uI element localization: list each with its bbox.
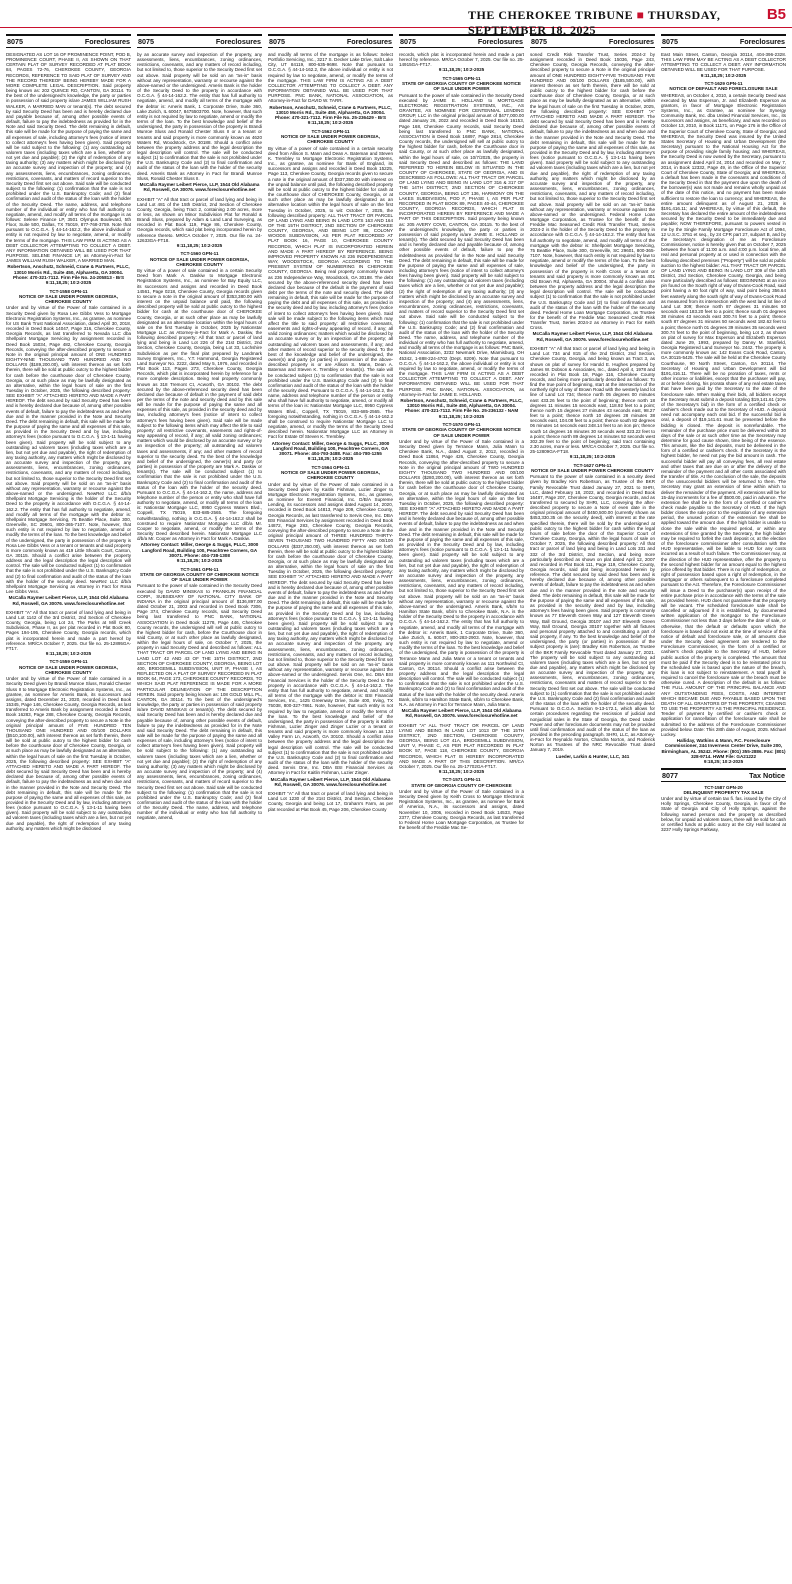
notice-body: Under and by virtue of the Power of Sale contained in a Security Deed given by Rosa Lee Gibbs Vess to Mortgage Electronic Registration Systems, Inc., as grantee, as nominee for US Bank Trust National Association, dated April 30, 2018, recorded in Deed Book 14047, Page 316, Cherokee County, Georgia Records, as last transferred to Nevada LLC dba Shellpoint Mortgage Servicing by assignment recorded in Deed Book 15034, Page 482, Cherokee County, Georgia Records, conveying the after-described property to secure a Note in the original principal amount of ONE HUNDRED EIGHTY-NINE THOUSAND TWO HUNDRED AND NO DOLLARS ($189,200.00), with interest thereon as set forth therein, there will be sold at public outcry to the highest bidder for cash before the courthouse door of Cherokee County, Georgia, or at such place as may be lawfully designated as an alternative, within the legal hours of sale on the first Tuesday in October, 2025, the following described property: SEE EXHIBIT "A" ATTACHED HERETO AND MADE A PART HEREOF. The debt secured by said Security Deed has been and is hereby declared due because of, among other possible events of default, failure to pay the indebtedness as and when due and in the manner provided in the Note and Security Deed. The debt remaining in default, this sale will be made for the purpose of paying the same and all expenses of this sale, as provided in the Security Deed and by law, including attorney's fees (notice pursuant to O.C.G.A. § 13-1-11 having been given). Said property will be sold subject to any outstanding ad valorem taxes (including taxes which are a lien, but not yet due and payable), the right of redemption of any taxing authority, any matters which might be disclosed by an accurate survey and inspection of the property, any assessments, liens, encumbrances, zoning ordinances, restrictions, covenants, and any matters of record including, but not limited to, those superior to the Security Deed first set out above. Said property will be sold on an "as-is" basis without any representation, warranty or recourse against the above-named or the undersigned. NewRez LLC d/b/a Shellpoint Mortgage Servicing is the holder of the Security Deed to the property in accordance with O.C.G.A. § 44-14-162.2. The entity that has full authority to negotiate, amend, and modify all terms of the mortgage with the debtor is: Shellpoint Mortgage Servicing, 75 Beattie Place, Suite 300, Greenville, SC 29601, 800-365-7107. Note, however, that such entity is not required by law to negotiate, amend or modify the terms of the loan. To the best knowledge and belief of the undersigned, the party in possession of the property is Rosa Lee Gibbs Vess or a tenant or tenants and said property is more commonly known as 419 Little Shoals Court, Canton, GA 30115. Should a conflict arise between the property address and the legal description the legal description will control. The sale will be conducted subject (1) to confirmation that the sale is not prohibited under the U.S. Bankruptcy Code and (2) to final confirmation and audit of the status of the loan with the holder of the security deed. NewRez LLC d/b/a Shellpoint Mortgage Servicing as Attorney in Fact for Rosa Lee Gibbs Vess. [6,305,131,595]
notice-title: STATE OF GEORGIA COUNTY OF CHEROKEE [411,782,512,788]
notice-reference: TCT-1558 GPN-11 [49,288,88,294]
notice-body: By virtue of a power of sale contained in a certain security deed from Allison S. Mann and Dean A. Bateman and Steven K. Trembley to Mortgage Electronic Registration Systems, Inc., as grantee, as nominee for Bank of England, its successors and assigns and recorded in Deed Book 15225, Page 113, Cherokee County, Georgia records given to secure a note in the original amount of $337,350.00 with interest on the unpaid balance until paid, the following described property will be sold at public outcry to the highest bidder for cash at the courthouse door of CHEROKEE County, Georgia, or at such other place as may be lawfully designated as an alternative location within the legal hours of sale on the first Tuesday in October, 2025, to wit: October 7, 2025, the following described property: ALL THAT TRACT OR PARCEL OF LAND LYING AND BEING IN LAND LOTS 163 AND 164 OF THE 15TH DISTRICT, 2ND SECTION OF CHEROKEE COUNTY, GEORGIA, AND BEING LOT 88, COLONY WOODS SUBDIVISION, AS PER PLAT RECORDED AT PLAT BOOK 16, PAGE 10, CHEROKEE COUNTY RECORDS, WHICH PLAT IS INCORPORATED HEREIN AND MADE A PART HEREOF BY REFERENCE. BEING IMPROVED PROPERTY KNOWN AS 236 INDEPENDENCE WAY, WOODSTOCK, GEORGIA ACCORDING TO THE PRESENT SYSTEM OF NUMBERING IN CHEROKEE COUNTY, GEORGIA. Being real property commonly known as 236 Independence Way, Woodstock, GA 30188. The debt secured by the above-referenced security deed has been declared due because of the default in the payment of said debt per the terms of the note and security deed. The debt remaining in default, this sale will be made for the purpose of paying the debt and all expenses of this sale, as provided in the security deed and by law, including attorney's fees (notice of intent to collect attorney's fees having been given). Said sale will be made subject to the following items which may affect the title to said property: all restrictive covenants, easements and rights-of-way appearing of record, if any; all valid zoning ordinances; matters which would be disclosed by an accurate survey or by an inspection of the property; all outstanding ad valorem taxes and assessments, if any; and other matters of record superior to the security deed. To the best of the knowledge and belief of the undersigned, the owner(s) and party (or parties) in possession of the above-described property is or are Allison S. Mann, Dean A. Bateman and Steven K. Trembley or tenant(s). The sale will be conducted subject (1) to confirmation that the sale is not prohibited under the U.S. Bankruptcy Code and (2) to final confirmation and audit of the status of the loan with the holder of the security deed. Pursuant to O.C.G.A. § 44-14-162.2, the name, address and telephone number of the person or entity who shall have full authority to negotiate, amend, or modify all terms of the loan is: Nationstar Mortgage LLC, 8950 Cypress Waters Blvd., Coppell, TX 75019, 833-685-2565. The foregoing notwithstanding, nothing in O.C.G.A. § 44-14-162.2 shall be construed to require Nationstar Mortgage LLC to negotiate, amend, or modify the terms of the Security Deed described herein. Nationstar Mortgage LLC as Attorney in Fact for Estate Of Steven K. Trembley. [268,145,393,440]
notice-title: NOTICE OF SALE UNDER POWER GEORGIA, CHEROKEE COUNTY [149,256,250,267]
notice-signature: McCalla Raymer Leibert Pierce, LLP, 1544 Old Alabama Rd, Roswell, GA 30076. www.foreclosurehotline.net [8,595,129,606]
category-header [268,34,393,48]
notice-columns [6,34,786,1580]
publication-dates: 9:11,18,25; 10:2-2025 [438,413,485,419]
newspaper-name: THE CHEROKEE TRIBUNE [468,8,634,22]
notice-signature: Lueder, Larkin & Hunter, LLC, 341 [555,753,630,759]
notice-body: Under and by virtue of the Power of Sale contained in a Security Deed given by Brandi Munroe Sluss, Ronald Chester Sluss II to Mortgage Electronic Registration Systems, Inc., as grantee, as nominee for Ameris Bank, its successors and assigns, dated December 21, 2020, recorded in Deed Book 15345, Page 146, Cherokee County, Georgia Records, as last transferred to Ameris Bank by assignment recorded in Deed Book 16283, Page 288, Cherokee County, Georgia Records, conveying the after-described property to secure a Note in the original principal amount of FIVE HUNDRED TEN THOUSAND ONE HUNDRED AND 00/100 DOLLARS ($510,100.00), with interest thereon as set forth therein, there will be sold at public outcry to the highest bidder for cash before the courthouse door of Cherokee County, Georgia, or at such place as may be lawfully designated as an alternative, within the legal hours of sale on the first Tuesday in October, 2025, the following described property: SEE EXHIBIT "A" ATTACHED HERETO AND MADE A PART HEREOF. The debt secured by said Security Deed has been and is hereby declared due because of, among other possible events of default, failure to pay the indebtedness as and when due and in the manner provided in the Note and Security Deed. The debt remaining in default, this sale will be made for the purpose of paying the same and all expenses of this sale, as provided in the Security Deed and by law, including attorney's fees (notice pursuant to O.C.G.A. § 13-1-11 having been given). Said property will be sold subject to any outstanding ad valorem taxes (including taxes which are a lien, but not yet due and payable), the right of redemption of any taxing authority, any matters which might be disclosed [6,676,131,831]
publication-dates: 9:11,18,25; 10:2-2025 [700,72,747,78]
legal-notice [268,129,393,462]
publication-dates: 9:11,18,25; 10:2-2025 [176,242,223,248]
notice-reference: TCT-1587 GPN-20 [704,784,743,790]
notice-reference: TCT-1627 GPN-11 [573,462,612,468]
notice-signature: Robertson, Anschutz, Schneid, Crane & Partners, PLLC, 13010 Morris Rd., Suite 450, Alpharetta, GA 30004. Phone: 470-321-7112. Firm File No. 24-205813 - BrS [7,264,130,280]
notice-body: Pursuant to the power of sale contained in the Security Deed executed by JAIME E. HOLLAND to MORTGAGE ELECTRONIC REGISTRATION SYSTEMS, INC., AS GRANTEE, AS NOMINEE FOR CENTENNIAL LENDING GROUP, LLC in the original principal amount of $477,000.00 dated January 26, 2022 and recorded in Deed Book 16153, Page 168, Cherokee County records, said Security Deed being last transferred to PNC BANK, NATIONAL ASSOCIATION in Deed Book 16897, Page 2814, Cherokee County records, the undersigned will sell at public outcry to the highest bidder for cash, before the Courthouse door in said County, or at such other place as lawfully designated, within the legal hours of sale, on 10/7/2025, the property in said Security Deed and described as follows: THE LAND REFERRED TO HEREIN BELOW IS SITUATED IN THE COUNTY OF CHEROKEE, STATE OF GEORGIA, AND IS DESCRIBED AS FOLLOWS: ALL THAT TRACT OR PARCEL OF LAND LYING AND BEING IN LAND LOT 316 & 317 OF THE 14TH DISTRICT, 2ND SECTION OF CHEROKEE COUNTY, GEORGIA, BEING LOT 136, HARMONY ON THE LAKES SUBDIVISION, POD F, PHASE I, AS PER PLAT RECORDED IN PLAT BOOK 89, PAGES 40-44, CHEROKEE COUNTY, GEORGIA RECORDS, WHICH PLAT IS INCORPORATED HEREIN BY REFERENCE AND MADE A PART OF THIS DESCRIPTION. Said property being known as: 205 AVERY COVE, CANTON, GA 30115. To the best of the undersigned's knowledge, the party or parties in possession of said property is/are JAIME E. HOLLAND or tenant(s). The debt secured by said Security Deed has been and is hereby declared due and payable because of, among other possible events of default, failure to pay the indebtedness as provided for in the Note and said Security Deed. The debt remaining in default, this sale will be made for the purpose of paying the same and all expenses of sale, including attorney's fees (notice of intent to collect attorney's fees having been given). Said property will be sold subject to the following: (1) any outstanding ad valorem taxes (including taxes which are a lien, whether or not yet due and payable); (2) the right of redemption of any taxing authority; (3) any matters which might be disclosed by an accurate survey and inspection of the property; and (4) any assessments, liens, encumbrances, zoning ordinances, restrictions, covenants, and matters of record superior to the Security Deed first set out above. Said sale will be conducted subject to the following: (1) confirmation that the sale is not prohibited under the U.S. Bankruptcy Code; and (2) final confirmation and audit of the status of the loan with the holder of the Security Deed. The name, address, and telephone number of the individual or entity who has full authority to negotiate, amend, and modify all terms of the mortgage is as follows: PNC Bank, National Association, 3232 Newmark Drive, Miamisburg, OH 45342, 1-888-224-4702 (Dept. 8209). Note that pursuant to O.C.G.A. § 44-14-162.2, the above individual or entity is not required by law to negotiate, amend, or modify the terms of the mortgage. THIS LAW FIRM IS ACTING AS A DEBT COLLECTOR ATTEMPTING TO COLLECT A DEBT. ANY INFORMATION OBTAINED WILL BE USED FOR THAT PURPOSE. PNC BANK, NATIONAL ASSOCIATION, as Attorney-in-Fact for JAIME E. HOLLAND. [399,92,524,397]
notice-reference: TCT-1571 GPN-11 [442,777,481,783]
legal-notice [137,51,262,193]
notice-body: and modify all terms of the mortgage is as follows: Select Portfolio Servicing, Inc., 3217 S. Decker Lake Drive, Salt Lake City, UT 84119, 800-635-9698. Note that pursuant to O.C.G.A. § 44-14-162.2, the above individual or entity is not required by law to negotiate, amend, or modify the terms of the mortgage. THIS LAW FIRM IS ACTING AS A DEBT COLLECTOR ATTEMPTING TO COLLECT A DEBT. ANY INFORMATION OBTAINED WILL BE USED FOR THAT PURPOSE. PNC BANK, NATIONAL ASSOCIATION, as Attorney-in-Fact for DAVID W. TARR. [268,52,393,104]
category-name: Foreclosures [477,37,523,46]
notice-title: NOTICE OF SALE UNDER POWER GEORGIA, CHEROKEE COUNTY [280,134,381,145]
category-name: Foreclosures [215,37,261,46]
notice-reference: TCT-1565 GPN-11 [442,75,481,81]
notice-body: EXHIBIT "A" All that tract or parcel of land lying and being in Land Lot 481 of the 15th District, 2nd Section of Cherokee County, Georgia, being Tract 2, containing 2.00 acres, more or less, as shown on Minor Subdivision Plat for Ronald & Brandi Sluss, prepared by Adam & Land Land Surveying, as recorded in Plat Book 119, Page 86, Cherokee County, Georgia records, which said plat being incorporated herein by reference thereto. MR/CA October 7, 2025. Our file no. 24-12633GA-FT18. [137,196,262,243]
legal-notice [399,76,524,419]
category-code: 8075 [400,37,416,46]
legal-notice [399,777,524,830]
notice-signature: McCalla Raymer Leibert Pierce, LLP, 1544 Old Alabama Rd, Roswell, GA 30076. www.foreclosurehotline.net [532,331,653,342]
legal-notice [530,51,655,342]
notice-column [6,34,131,1580]
notice-body: East Main Street, Canton, Georgia 30114, 404-396-2328. THIS LAW FIRM MAY BE ACTING AS A DEBT COLLECTOR ATTEMPTING TO COLLECT A DEBT. ANY INFORMATION OBTAINED WILL BE USED FOR THAT PURPOSE. [661,52,786,73]
notice-body: DESIGNATED AS LOT 16 OF PROMINENCE POINT, POD B, PROMINENCE COURT, PHASE II, AS SHOWN ON THAT CERTAIN PLAT OF SURVEY RECORDED AT PLAT BOOK 84, PAGES 72-76, CHEROKEE COUNTY, GEORGIA RECORDS, REFERENCE TO SAID PLAT OF SURVEY AND THE RECORD THEREOF BEING HEREBY MADE FOR A MORE COMPLETE LEGAL DESCRIPTION. Said property being known as: 202 QUINCE RD, CANTON, GA 30114. To the best of the undersigned's knowledge, the party or parties in possession of said property is/are JAMES WILLIAM RUSH WALKER, A MARRIED MAN or tenant(s). The debt secured by said Security Deed has been and is hereby declared due and payable because of, among other possible events of default, failure to pay the indebtedness as provided for in the Note and said Security Deed. The debt remaining in default, this sale will be made for the purpose of paying the same and all expenses of sale, including attorney's fees (notice of intent to collect attorney's fees having been given). Said property will be sold subject to the following: (1) any outstanding ad valorem taxes (including taxes which are a lien, whether or not yet due and payable); (2) the right of redemption of any taxing authority; (3) any matters which might be disclosed by an accurate survey and inspection of the property; and (4) any assessments, liens, encumbrances, zoning ordinances, restrictions, covenants, and matters of record superior to the Security Deed first set out above. Said sale will be conducted subject to the following: (1) confirmation that the sale is not prohibited under the U.S. Bankruptcy Code; and (2) final confirmation and audit of the status of the loan with the holder of the Security Deed. The name, address, and telephone number of the individual or entity who has full authority to negotiate, amend, and modify all terms of the mortgage is as follows: Selene Finance LP, 3501 Olympus Boulevard, 5th Floor, Suite 500, Dallas, TX 75019, 877-768-3759. Note that pursuant to O.C.G.A. § 44-14-162.2, the above individual or entity is not required by law to negotiate, amend, or modify the terms of the mortgage. THIS LAW FIRM IS ACTING AS A DEBT COLLECTOR ATTEMPTING TO COLLECT A DEBT. ANY INFORMATION OBTAINED WILL BE USED FOR THAT PURPOSE. SELENE FINANCE LP, as Attorney-in-Fact for JAMES WILLIAM RUSH WALKER, A MARRIED MAN. [6,52,131,264]
category-name: Foreclosures [608,37,654,46]
publication-dates: 9:11,18,25; 10:2-2025 [307,456,354,462]
legal-notice [268,465,393,787]
page-number: B5 [766,6,786,23]
notice-title: NOTICE OF SALE UNDER POWER CHEROKEE COUNTY [531,467,654,473]
category-code: 8075 [531,37,547,46]
notice-body: EXHIBIT "A" All that tract or parcel of land lying and being in Land Lot 1230 of the 21st District, 2nd Section, Cherokee County, Georgia and being Lot 17, Graham's Farm, as per plat recorded at Plat Book 45, Page 206, Cherokee County [268,791,393,812]
notice-reference: TCT-1560 GPN-11 [180,251,219,257]
notice-body: Pursuant to the power of sale contained in the Security Deed executed by DAVID MINSKAS to FRANKLIN FINANCIAL CORP., SUBSIDIARY OF NATIONAL CITY BANK OF INDIANA in the original principal amount of $136,897.00 dated October 21, 2003 and recorded in Deed Book 7306, Page 374, Cherokee County records, said Security Deed being last transferred to PNC BANK, NATIONAL ASSOCIATION in Deed Book 11278, Page 446, Cherokee County records, the undersigned will sell at public outcry to the highest bidder for cash, before the Courthouse door in said County, or at such other place as lawfully designated, within the legal hours of sale, on October 7, 2025, the property in said Security Deed and described as follows: ALL THAT TRACT OR PARCEL OF LAND LYING AND BEING IN LAND LOT 42 AND 43 OF THE 15TH DISTRICT, 2ND SECTION OF CHEROKEE COUNTY, GEORGIA, BEING LOT 400, BRIDGEMILL SUBDIVISION, UNIT IF, PHASE I, AS REFLECTED ON A PLAT OF SURVEY RECORDED IN PLAT BOOK 64, PAGE 173, CHEROKEE COUNTY RECORDS, TO WHICH SAID PLAT REFERENCE IS MADE FOR A MORE PARTICULAR DELINEATION OF THE DESCRIPTION HEREIN. Said property being known as: 108 GOLD MILL PL, CANTON, GA 30114. To the best of the undersigned's knowledge, the party or parties in possession of said property is/are DAVID MINSKAS or tenant(s). The debt secured by said Security Deed has been and is hereby declared due and payable because of, among other possible events of default, failure to pay the indebtedness as provided for in the Note and said Security Deed. The debt remaining in default, this sale will be made for the purpose of paying the same and all expenses of sale, including attorney's fees (notice of intent to collect attorney's fees having been given). Said property will be sold subject to the following: (1) any outstanding ad valorem taxes (including taxes which are a lien, whether or not yet due and payable); (2) the right of redemption of any taxing authority; (3) any matters which might be disclosed by an accurate survey and inspection of the property; and (4) any assessments, liens, encumbrances, zoning ordinances, restrictions, covenants, and matters of record superior to the Security Deed first set out above. Said sale will be conducted subject to the following: (1) confirmation that the sale is not prohibited under the U.S. Bankruptcy Code; and (2) final confirmation and audit of the status of the loan with the holder of the Security Deed. The name, address, and telephone number of the individual or entity who has full authority to negotiate, amend, [137,583,262,821]
publication-dates: 9:11,18,25; 10:2-2025 [45,651,92,657]
notice-reference: TCT-1559 GPN-11 [49,659,88,665]
legal-notice [6,609,131,657]
notice-signature: Attorney Contact: Miller, George & Suggs, PLLC, 3000 Langford Road, Building 100, Peachtree Corners, GA 30071. Phone: 404-793-3488. Fax: 404-780-1255 [271,440,390,457]
notice-body: By virtue of a power of sale contained in a certain Security Deed from Mark A. Daskiw to Mortgage Electronic Registration Systems, Inc., as nominee for Bay Equity LLC, its successors and assigns and recorded in Deed Book 14561, Page 0218, Cherokee County, Georgia records given to secure a note in the original amount of $353,380.00 with interest on the unpaid balance until paid, the following described property will be sold at public outcry to the highest bidder for cash at the courthouse door of CHEROKEE County, Georgia, or at such other place as may be lawfully designated as an alternative location within the legal hours of sale on the first Tuesday in October, 2025 by Nationstar Mortgage LLC as Attorney-in-Fact for Mark A. Daskiw, the following described property: All that tract or parcel of land lying and being in Land Lot 226 of the 21st District, 2nd Section, Cherokee County, Georgia, being Lot 33, Lochshire Subdivision as per the final plat prepared by Landmark Survey Engineers, Inc., Y.T. Hammond, Georgia Registered Land Surveyor No. 2222, dated May 5, 1976, and recorded in Plat Book 113, Pages 273, Cherokee County, Georgia Records, which plat is incorporated herein by reference for a more complete description. Being real property commonly known as 318 Tremont Ct, Acworth, GA 30102. The debt secured by the above-referenced security deed has been declared due because of default in the payment of said debt per the terms of the note and security deed and by this sale will be made for the purpose of paying the same and all expenses of this sale, as provided in the security deed and by law, including attorney's fees (notice of intent to collect attorney's fees having been given). Said sale will be made subject to the following items which may affect the title to said property: all restrictive covenants, easements and rights-of-way appearing of record, if any; all valid zoning ordinances; matters which would be disclosed by an accurate survey or by an inspection of the property; all outstanding ad valorem taxes and assessments, if any; and other matters of record superior to the security deed. To the best of the knowledge and belief of the undersigned, the owner(s) and party (or parties) in possession of the property are Mark A. Daskiw or tenant(s). The sale will be conducted subject (1) to confirmation that the sale is not prohibited under the U.S. Bankruptcy Code and (2) to final confirmation and audit of the status of the loan with the holder of the security deed. Pursuant to O.C.G.A. § 44-14-162.2, the name, address and telephone number of the person or entity who shall have full authority to negotiate, amend, or modify all terms of the loan is: Nationstar Mortgage LLC, 8950 Cypress Waters Blvd., Coppell, TX 75019, 833-685-2565. The foregoing notwithstanding, nothing in O.C.G.A. § 44-14-162.2 shall be construed to require Nationstar Mortgage LLC d/b/a Mr. Cooper to negotiate, amend, or modify the terms of the Security Deed described herein. Nationstar Mortgage LLC d/b/a Mr. Cooper as Attorney in Fact for Mark A. Daskiw. [137,268,262,542]
category-code: 8075 [138,37,154,46]
publication-dates: 9:11,18,25; 10:2-2025 [438,769,485,775]
notice-body: Under and by virtue of the Power of Sale contained in a Security Deed given by Terrance Mann, Julia Mann to Cherokee Bank, N.A., dated August 2, 2012, recorded in Deed Book 11864, Page 426, Cherokee County, Georgia Records, conveying the after-described property to secure a Note in the original principal amount of TWO HUNDRED EIGHTY THOUSAND TWO HUNDRED AND 00/100 DOLLARS ($280,200.00), with interest thereon as set forth therein, there will be sold at public outcry to the highest bidder for cash before the courthouse door of Cherokee County, Georgia, or at such place as may be lawfully designated as an alternative, within the legal hours of sale on the first Tuesday in October, 2025, the following described property: SEE EXHIBIT "A" ATTACHED HERETO AND MADE A PART HEREOF. The debt secured by said Security Deed has been and is hereby declared due because of, among other possible events of default, failure to pay the indebtedness as and when due and in the manner provided in the Note and Security Deed. The debt remaining in default, this sale will be made for the purpose of paying the same and all expenses of this sale, as provided in the Security Deed and by law, including attorney's fees (notice pursuant to O.C.G.A. § 13-1-11 having been given). Said property will be sold subject to any outstanding ad valorem taxes (including taxes which are a lien, but not yet due and payable), the right of redemption of any taxing authority, any matters which might be disclosed by an accurate survey and inspection of the property, any assessments, liens, encumbrances, zoning ordinances, restrictions, covenants, and any matters of record including, but not limited to, those superior to the Security Deed first set out above. Said property will be sold on an "as-is" basis without any representation, warranty or recourse against the above-named or the undersigned. Ameris Bank, s/b/m to Hamilton State Bank, s/b/m to Cherokee Bank, N.A. is the holder of the Security Deed to the property in accordance with O.C.G.A. § 44-14-162.2. The entity that has full authority to negotiate, amend, and modify all terms of the mortgage with the debtor is: Ameris Bank, 1 Corporate Drive, Suite 360, Lake Zurich, IL 60047, 800-283-2903. Note, however, that such entity is not required by law to negotiate, amend or modify the terms of the loan. To the best knowledge and belief of the undersigned, the party in possession of the property is Terrance Mann and Julia Mann or a tenant or tenants and said property is more commonly known as 111 Northwind Ct, Canton, GA 30114. Should a conflict arise between the property address and the legal description the legal description will control. The sale will be conducted subject (1) to confirmation that the sale is not prohibited under the U.S. Bankruptcy Code and (2) to final confirmation and audit of the status of the loan with the holder of the security deed. Ameris Bank, s/b/m to Hamilton State Bank, s/b/m to Cherokee Bank, N.A. as Attorney in Fact for Terrance Mann, Julia Mann. [399,438,524,707]
category-code: 8075 [662,37,678,46]
publication-dates: 9:11,18,25; 10:2-2025 [45,280,92,286]
tax-category-name: Tax Notice [749,770,785,780]
legal-notice [661,785,786,833]
notice-title: STATE OF GEORGIA COUNTY OF CHEROKEE NOTICE OF SALE UNDER POWER [139,571,260,583]
notice-title: NOTICE OF DEFAULT AND FORECLOSURE SALE [669,86,778,92]
notice-column [268,34,393,1580]
issue-date: THURSDAY, SEPTEMBER 18, 2025 [468,8,721,37]
category-name: Foreclosures [346,37,392,46]
category-header [6,34,131,48]
legal-notice [530,463,655,759]
masthead [0,0,792,37]
legal-notice [6,51,131,286]
legal-notice [6,659,131,831]
notice-body: WHEREAS, on October 4, 2010, a certain Security Deed was executed by Max Esperson, Jr. and Elizabeth Esperson as grantors, in favor of Mortgage Electronic Registration Systems, Inc., as Grantee, as nominee for Synergy Community Bank, Inc. dba United Financial Services, Inc., its successors and assigns, as beneficiary, and was recorded on October 13, 2010, in Book 11171, on Page 176 in the Office of the Superior Court of Cherokee County, State of Georgia; and WHEREAS, the Security Deed was insured by the United States Secretary of Housing and Urban Development (the Secretary) pursuant to the National Housing Act for the purpose of providing single family housing; and WHEREAS, the Security Deed is now owned by the Secretary, pursuant to an assignment dated April 24, 2014 and recorded on May 7, 2014, in Book 12332, Page 49, in the Office of the Superior Court of Cherokee County, State of Georgia; and WHEREAS, a default has been made in the covenants and conditions of the Security Deed in that the payment due upon the death of the borrower(s) was not made and remains wholly unpaid as of the date of this notice, and no payment has been made sufficient to restore the loan to currency; and WHEREAS, the entire amount delinquent as of August 21, 2025 is $191,416.11; and WHEREAS, by virtue of this default, the Secretary has declared the entire amount of the indebtedness secured by the Security Deed to be immediately due and payable; NOW THEREFORE, pursuant to powers vested in me by the Single Family Mortgage Foreclosure Act of 1994, 12 U.S.C. 3751 et seq., by 24 CFR part 27, subpart B, and by the Secretary's designation of me as Foreclosure Commissioner, notice is hereby given that on October 7, 2025 between the hours of 11:00 a.m. and 4:00 p.m. local time, all real and personal property at or used in connection with the following described premises ("Property") will be sold at public auction to the highest bidder: ALL THAT TRACT OR PARCEL OF LAND LYING AND BEING IN LAND LOT 309 of the 14th District, 2nd Section, Cherokee County, Georgia, and being more particularly described as follows: BEGINNING at an iron pin found on the South right of way of Evans-Cook Road, said point having a 60 foot right of way, said point being 356.64 feet easterly along the south right of way of Evans-Cook Road as measured from its intersection with the west land lot line of Land Lot 309; thence north 87 degrees 31 minutes 50 seconds east 183.20 feet to a point; thence south 01 degrees 38 minutes 43 seconds east 300.74 feet to a point; thence south 87 degrees 31 minutes 50 seconds west 182.62 feet to a point; thence north 01 degrees 39 minutes 35 seconds west 300.74 feet to the point of beginning, being Lot 2, as shown on plat of survey for Max Esperson and Elizabeth Esperson dated June 29, 1993, prepared by Danny M. Stanfield, Georgia Registered Land Surveyor No. 2442. The property is more commonly known as: 142 Evans Cook Road, Canton, GA 30115-5425. The sale will be held at the Cherokee County Courthouse, 90 North Street, Canton, GA 30114. The Secretary of Housing and Urban Development will bid $191,416.11. There will be no proration of taxes, rents or other income or liabilities, except that the purchaser will pay, at or before closing, his prorata share of any real estate taxes that have been paid by the Secretary to the date of the foreclosure sale. When making their bids, all bidders except the Secretary must submit a deposit totaling $19,141.61 (10% of the Secretary's bid) in the form of a certified check or cashier's check made out to the Secretary of HUD. A deposit need not accompany each oral bid. If the successful bid is oral, a deposit of $19,141.61 must be presented before the bidding is closed. The deposit is nonrefundable. The remainder of the purchase price must be delivered within 30 days of the sale or at such other time as the Secretary may determine for good cause shown, time being of the essence. This amount, like the bid deposits, must be delivered in the form of a certified or cashier's check. If the Secretary is the highest bidder, he need not pay the bid amount in cash. The successful bidder will pay all conveying fees, all real estate and other taxes that are due on or after the delivery of the remainder of the payment and all other costs associated with the transfer of title. At the conclusion of the sale, the deposits of the unsuccessful bidders will be returned to them. The Secretary may grant an extension of time within which to deliver the remainder of the payment. All extensions will be for 15-day increments for a fee of $500.00, paid in advance. The extension fee shall be in the form of a certified or cashier's check made payable to the Secretary of HUD. If the high bidder closes the sale prior to the expiration of any extension period, the unused portion of the extension fee shall be applied toward the amount due. If the high bidder is unable to close the sale within the required period, or within any extensions of time granted by the Secretary, the high bidder may be required to forfeit the cash deposit or, at the election of the foreclosure commissioner after consultation with the HUD representative, will be liable to HUD for any costs incurred as a result of such failure. The Commissioner may, at the direction of the HUD representative, offer the property to the second highest bidder for an amount equal to the highest price offered by that bidder. There is no right of redemption, or right of possession based upon a right of redemption, in the mortgagor or others subsequent to a foreclosure completed pursuant to the Act. Therefore, the Foreclosure Commissioner will issue a Deed to the purchaser(s) upon receipt of the entire purchase price in accordance with the terms of the sale as provided herein. HUD does not guarantee that the property will be vacant. The scheduled foreclosure sale shall be cancelled or adjourned if it is established, by documented written application of the mortgagor to the Foreclosure Commissioner not less than 3 days before the date of sale, or otherwise, that the default or defaults upon which the foreclosure is based did not exist at the time of service of this notice of default and foreclosure sale, or all amounts due under the Security deed agreement are tendered to the Foreclosure Commissioner, in the form of a certified or cashier's check payable to the Secretary of HUD, before public auction of the property is completed. The amount that must be paid if the Security deed is to be reinstated prior to the scheduled sale is based upon the nature of the breach, this loan is not subject to reinstatement. A total payoff is required to cancel the foreclosure sale or the breach must be otherwise cured. A description of the default is as follows: THE FULL AMOUNT OF THE PRINCIPAL BALANCE AND ANY OUTSTANDING FEES, COSTS, AND INTEREST WHICH BECAME DUE AND PAYABLE BASED UPON THE DEATH OF ALL GRANTORS OF THE PROPERTY, CEASING TO USE THE PROPERTY AS THE PRINCIPAL RESIDENCE. Tender of payment by certified or cashier's check or application for cancellation of the foreclosure sale shall be submitted to the address of the Foreclosure Commissioner provided below. Date: This 28th date of August, 2025. Michael Luckey. [661,92,786,737]
category-code: 8075 [269,37,285,46]
notice-signature: Robertson, Anschutz, Schneid, Crane & Partners, PLLC, 13010 Morris Rd., Suite 450, Alpharetta, GA 30004. Phone: 470-321-7112. Firm File No. 25-236132 - NAM [400,397,523,414]
legal-notice [137,196,262,249]
notice-body: EXHIBIT "A" ALL THAT TRACT OR PARCEL OF LAND LYING AND BEING IN LAND LOT 1013 OF THE 15TH DISTRICT, 2ND SECTION, CHEROKEE COUNTY, GEORGIA, BEING LOT 41A, BRIDGEMILL SUBDIVISION, UNIT V, PHASE C, AS PER PLAT RECORDED IN PLAT BOOK 57, PAGE 118, CHEROKEE COUNTY, GEORGIA RECORDS, WHICH PLAT IS HEREBY INCORPORATED AND MADE A PART OF THIS DESCRIPTION. MR/CA October 7, 2025. Our file no. 25-17702GA-FT17. [399,722,524,769]
notice-column [530,34,655,1580]
notice-reference: TCT-1629 GPN-11 [704,80,743,86]
category-code: 8075 [7,37,23,46]
category-header [137,34,262,48]
legal-notice [137,567,262,821]
notice-title: NOTICE OF SALE UNDER POWER GEORGIA, CHEROKEE COUNTY [18,664,119,675]
category-header [530,34,655,48]
notice-signature: Robertson, Anschutz, Schneid, Crane & Partners, PLLC, 13010 Morris Rd., Suite 450, Alpharetta, GA 30004. Phone: 470-321-7112. Firm File No. 25-236429 - BrS [269,104,392,121]
notice-signature: McCalla Raymer Leibert Pierce, LLP, 1544 Old Alabama Rd, Roswell, GA 30076. www.foreclosurehotline.net [270,776,391,787]
notice-signature: Attorney Contact: Miller, George & Suggs, PLLC, 3000 Langford Road, Building 100, Peachtree Corners, GA 30071. Phone: 404-738-1308 [140,542,259,558]
notice-body: Under and by virtue of certain tax fi. fas. issued by the City of Holly Springs, Cherokee County, Georgia, in favor of the State of Georgia and City of Holly Springs, against the following named persons and the property as described below, for unpaid ad valorem taxes, there will be sold for cash or certified funds at public outcry at the City Hall located at 3237 Holly Springs Parkway, [661,796,786,833]
legal-notice [661,81,786,765]
notice-column [661,34,786,1580]
notice-reference: TCT-1564 GPN-11 [311,464,350,470]
legal-notice [6,289,131,606]
publication-dates: 9:11,18,25; 10:2-2025 [569,454,616,460]
notice-signature: McCalla Raymer Leibert Pierce, LLP, 1544 Old Alabama Rd, Roswell, GA 30076. www.foreclosurehotline.net [139,181,260,193]
notice-body: EXHIBIT "A" All that tract or parcel of land lying and being in Land Lot 734 and 815 of the 2nd District, 2nd Section, Cherokee County, Georgia, and being known as Tract 3, as shown on plat of survey for Harold E. Hughes prepared by James W. Dobson & Associates, Inc., dated April 4, 1978 and recorded in Plat Book 18, Page 116, Cherokee County records, and being more particularly described as follows: To find the true point of beginning, start at the intersection of the northerly right of way of Brown Road with the westerly land lot line of Land Lot 734; thence north 05 degrees 00 minutes east 433.26 feet to the point of beginning; thence north 18 degrees 11 minutes 15 seconds east, 118.92 feet to a point; thence north 15 degrees 27 minutes 43 seconds east, 98.27 feet to a point; thence north 10 degrees 28 minutes 38 seconds east, 104.08 feet to a point; thence south 82 degrees 06 minutes 14 seconds east 348.14 feet to an iron pin; thence south 14 degrees 16 minutes 30 seconds west 323.22 feet to a point; thence north 89 degrees 14 minutes 52 seconds west 302.39 feet to the point of beginning; said tract containing 2.30 acres, more or less. MR/CA October 7, 2025. Our file no. 25-12809GA-FT18. [530,346,655,455]
notice-reference: TCT-1561 GPN-11 [180,566,219,572]
tax-category-header [661,768,786,782]
category-name: Foreclosures [84,37,130,46]
notice-title: NOTICE OF SALE UNDER POWER GEORGIA, CHEROKEE COUNTY [18,293,119,305]
header-separator-icon: ■ [636,8,645,22]
legal-notice [661,51,786,78]
legal-notice [399,422,524,719]
category-name: Foreclosures [739,37,785,46]
tax-category-code: 8077 [662,770,678,780]
notice-title: STATE OF GEORGIA COUNTY OF CHEROKEE NOTICE OF SALE UNDER POWER [401,427,522,438]
legal-notice [530,345,655,460]
notice-column [137,34,262,1580]
legal-notice [268,790,393,812]
notice-signature: McCalla Raymer Leibert Pierce, LLP, 1544 Old Alabama Rd, Roswell, GA 30076. www.foreclosurehotline.net [401,708,522,719]
publication-dates: 9:11,18,25; 10:2-2025 [438,67,485,73]
notice-column [399,34,524,1580]
publication-dates: 9:11,18,25; 10:2-2025 [307,120,354,126]
legal-notice [137,251,262,563]
notice-reference: TCT-1562 GPN-11 [311,128,350,134]
publication-dates: 9:18,25; 10:2-2025 [703,759,744,765]
legal-notice [399,722,524,775]
notice-signature: Halliday, Watkins & Mann, P.C. Foreclosure Commissioner, 244 Inverness Center Drive, Suite 200, Birmingham, AL 35242. Phone: (801) 355-2886. Fax: (801) 328-9714. HWM File: GA21222 [661,738,786,759]
legal-notice [268,51,393,126]
legal-notice [399,51,524,73]
notice-body: records, which plat is incorporated herein and made a part hereof by reference. MR/CA October 7, 2025. Our file no. 25-14915GA-FT17. [399,52,524,68]
category-header [661,34,786,48]
notice-title: NOTICE OF SALE UNDER POWER GEORGIA, CHEROKEE COUNTY [280,470,381,481]
notice-body: Under and by virtue of the Power of Sale contained in a Security Deed given by Keith Cross to Mortgage Electronic Registration Systems, Inc., as grantee, as nominee for Bank of America, N.A., its successors and assigns, dated November 10, 2006, recorded in Deed Book 14533, Page 2377, Cherokee County, Georgia Records, as last transferred to Federal Home Loan Mortgage Corporation, as Trustee for the benefit of the Freddie Mac Se- [399,788,524,831]
notice-body: Under and by virtue of the Power of Sale contained in a Security Deed given by Kaitlin Fishman, Luzier Zinger to Mortgage Electronic Registration Systems, Inc., as grantee, as nominee for Everett Financial, Inc. D/B/A Supreme Lending, its successors and assigns dated August 14, 2020, recorded in Deed Book 14813, Page 209, Cherokee County, Georgia Records, as last transferred to Servis One, Inc. DBA BSI Financial Services by assignment recorded in Deed Book 14872, Page 283, Cherokee County, Georgia Records, conveying the after-described property to secure a Note in the original principal amount of THREE HUNDRED THIRTY-SEVEN THOUSAND TWO HUNDRED FIFTY AND 00/100 DOLLARS ($337,250.00), with interest thereon as set forth therein, there will be sold at public outcry to the highest bidder for cash before the courthouse door of Cherokee County, Georgia, or at such place as may be lawfully designated as an alternative, within the legal hours of sale on the first Tuesday in October, 2025, the following described property: SEE EXHIBIT "A" ATTACHED HERETO AND MADE A PART HEREOF. The debt secured by said Security Deed has been and is hereby declared due because of, among other possible events of default, failure to pay the indebtedness as and when due and in the manner provided in the Note and Security Deed. The debt remaining in default, this sale will be made for the purpose of paying the same and all expenses of this sale, as provided in the Security Deed and by law, including attorney's fees (notice pursuant to O.C.G.A. § 13-1-11 having been given). Said property will be sold subject to any outstanding ad valorem taxes (including taxes which are a lien, but not yet due and payable), the right of redemption of any taxing authority, any matters which might be disclosed by an accurate survey and inspection of the property, any assessments, liens, encumbrances, zoning ordinances, restrictions, covenants, and any matters of record including, but not limited to, those superior to the Security Deed first set out above. Said property will be sold on an "as-is" basis without any representation, warranty or recourse against the above-named or the undersigned. Servis One, Inc. DBA BSI Financial Services is the holder of the Security Deed to the property in accordance with O.C.G.A. § 44-14-162.2. The entity that has full authority to negotiate, amend, and modify all terms of the mortgage with the debtor is: BSI Financial Services, Inc., 1425 Greenway Drive, Suite 400, Irving, TX 75038, 800-327-7861. Note, however, that such entity is not required by law to negotiate, amend or modify the terms of the loan. To the best knowledge and belief of the undersigned, the party in possession of the property is Kaitlin Fishman, Luzier Zinger and Zinger Luzier or a tenant or tenants and said property is more commonly known as 124 Valley Farm Ln, Acworth, GA 30102. Should a conflict arise between the property address and the legal description the legal description will control. The sale will be conducted subject (1) to confirmation that the sale is not prohibited under the U.S. Bankruptcy Code and (2) to final confirmation and audit of the status of the loan with the holder of the security deed. Servis One, Inc. DBA BSI Financial Services as Attorney in Fact for Kaitlin Fishman, Luzier Zinger. [268,481,393,776]
notice-reference: TCT-1570 GPN-11 [442,422,481,428]
notice-title: DELINQUENT PROPERTY TAX SALE [683,789,764,795]
notice-body: by an accurate survey and inspection of the property, any assessments, liens, encumbrances, zoning ordinances, restrictions, covenants, and any matters of record including, but not limited to, those superior to the Security Deed first set out above. Said property will be sold on an "as-is" basis without any representation, warranty or recourse against the above-named or the undersigned. Ameris Bank is the holder of the Security Deed to the property in accordance with O.C.G.A. § 44-14-162.2. The entity that has full authority to negotiate, amend, and modify all terms of the mortgage with the debtor is: Ameris Bank, 1 Corporate Drive, Suite 360, Lake Zurich, IL 60047, 8475503700. Note, however, that such entity is not required by law to negotiate, amend or modify the terms of the loan. To the best knowledge and belief of the undersigned, the party in possession of the property is Brandi Munroe Sluss and Ronald Chester Sluss II or a tenant or tenants and said property is more commonly known as 4620 Waters Rd, Woodstock, GA 30188. Should a conflict arise between the property address and the legal description the legal description will control. The sale will be conducted subject (1) to confirmation that the sale is not prohibited under the U.S. Bankruptcy Code and (2) to final confirmation and audit of the status of the loan with the holder of the security deed. Ameris Bank as Attorney in Fact for Brandi Munroe Sluss, Ronald Chester Sluss II. [137,52,262,181]
notice-body: soned Credit Risk Transfer Trust, Series 2024-2 by assignment recorded in Deed Book 15036, Page 243, Cherokee County, Georgia Records, conveying the after-described property to secure a Note in the original principal amount of ONE HUNDRED EIGHTY-FIVE THOUSAND FIVE HUNDRED AND 00/100 DOLLARS ($185,500.00), with interest thereon as set forth therein, there will be sold at public outcry to the highest bidder for cash before the courthouse door of Cherokee County, Georgia, or at such place as may be lawfully designated as an alternative, within the legal hours of sale on the first Tuesday in October, 2025, the following described property: SEE EXHIBIT "A" ATTACHED HERETO AND MADE A PART HEREOF. The debt secured by said Security Deed has been and is hereby declared due because of, among other possible events of default, failure to pay the indebtedness as and when due and in the manner provided in the Note and Security Deed. The debt remaining in default, this sale will be made for the purpose of paying the same and all expenses of this sale, as provided in the Security Deed and by law, including attorney's fees (notice pursuant to O.C.G.A. § 13-1-11 having been given). Said property will be sold subject to any outstanding ad valorem taxes (including taxes which are a lien, but not yet due and payable), the right of redemption of any taxing authority, any matters which might be disclosed by an accurate survey and inspection of the property, any assessments, liens, encumbrances, zoning ordinances, restrictions, covenants, and any matters of record including, but not limited to, those superior to the Security Deed first set out above. Said property will be sold on an "as-is" basis without any representation, warranty or recourse against the above-named or the undersigned. Federal Home Loan Mortgage Corporation, as Trustee for the benefit of the Freddie Mac Seasoned Credit Risk Transfer Trust, Series 2024-2 is the holder of the Security Deed to the property in accordance with O.C.G.A. § 44-14-162.2. The entity that has full authority to negotiate, amend, and modify all terms of the mortgage with the debtor is: Shellpoint Mortgage Servicing, 75 Beattie Place, Suite 300, Greenville, SC 29601, 800-365-7107. Note, however, that such entity is not required by law to negotiate, amend or modify the terms of the loan. To the best knowledge and belief of the undersigned, the party in possession of the property is Keith Cross or a tenant or tenants and said property is more commonly known as 401 Old Brown Rd, Alpharetta, GA 30004. Should a conflict arise between the property address and the legal description the legal description will control. The sale will be conducted subject (1) to confirmation that the sale is not prohibited under the U.S. Bankruptcy Code and (2) to final confirmation and audit of the status of the loan with the holder of the security deed. Federal Home Loan Mortgage Corporation, as Trustee for the benefit of the Freddie Mac Seasoned Credit Risk Transfer Trust, Series 2024-2 as Attorney in Fact for Keith Cross. [530,52,655,331]
category-header [399,34,524,48]
notice-title: STATE OF GEORGIA COUNTY OF CHEROKEE NOTICE OF SALE UNDER POWER [401,81,522,92]
notice-body: EXHIBIT "A" All that tract or parcel of land lying and being in Land Lot 1142 of the 3rd District, 2nd Section of Cherokee County, Georgia, being Lot 24, The Parks at Mill Creek Subdivision, Phase II, as per plat recorded in Plat Book 80, Pages 194-195, Cherokee County, Georgia records, which plat is incorporated herein and made a part hereof by reference. MR/CA October 7, 2025. Our file no. 25-12895GA-FT17. [6,609,131,651]
notice-body: Pursuant to the power of sale contained in a security deed given by Bradley Kim Robertson, as Trustee of the BKR Family Revocable Trust dated January 27, 2021 to SHRI, LLC, dated February 18, 2022, and recorded in Deed Book 16487, Page 207, Cherokee County, Georgia records, and as transferred to secured by SHRI, LLC, conveying the after-described property to secure a Note of even date in the original principal amount of $450,500.00 (currently shown as $453,330.35 on the security deed), with interest at the rate specified therein, there will be sold by the undersigned at public outcry to the highest bidder for cash within the legal hours of sale before the door of the Superior Court of Cherokee County, Georgia, within the legal hours of sale on October 7, 2025, the following described property: All that tract or parcel of land lying and being in Land Lots 331 and 332 of the 3rd District, 2nd Section, and being more particularly described as shown on plat dated April 12, 2007 and recorded in Plat Book 111, Page 119, Cherokee County, Georgia records, said plat being incorporated herein by reference. The debt secured by said deed has been and is hereby declared due because of, among other possible events of default, failure to pay the indebtedness as and when due and in the manner provided in the note and security deed. The debt remaining in default, this sale will be made for the purpose of paying the same and all expenses of this sale, as provided in the security deed and by law, including attorney's fees having been given. Said property is commonly known as 77 Eleventh Green Way and 127 Eleventh Green Way, Ball Ground, Georgia 30107 and 257 Eleventh Green Way, Ball Ground, Georgia 30107 together with all fixtures and personal property attached to and constituting a part of said property, if any. To the best knowledge and belief of the undersigned, the party (or parties) in possession of the subject property is (are): Bradley Kim Robertson, as Trustee of the BKR Family Revocable Trust dated January 27, 2021. The property will be sold subject to any outstanding ad valorem taxes (including taxes which are a lien, but not yet due and payable), any matters which might be disclosed by an accurate survey and inspection of the property, any assessments, liens, encumbrances, zoning ordinances, restrictions, covenants and matters of record superior to the Security Deed first set out above. The sale will be conducted subject to (1) confirmation that the sale is not prohibited under the U.S. Bankruptcy Code and (2) final confirmation and audit of the status of the loan with the holder of the security deed. Pursuant to O.C.G.A. Section 9-13-172.1, which allows for certain procedures regarding the rescission of judicial and nonjudicial sales in the State of Georgia, the Deed Under Power and other foreclosure documents may not be provided until final confirmation and audit of the status of the loan as provided in the preceding paragraph. SHRI, LLC, as Attorney-in-Fact for Reynaldo Norton, Chandra Norton, and Roderick Norton as Trustees of the NRC Revocable Trust dated January 7, 2019. [530,474,655,753]
publication-dates: 9:11,18,25; 10:2-2025 [176,558,223,564]
